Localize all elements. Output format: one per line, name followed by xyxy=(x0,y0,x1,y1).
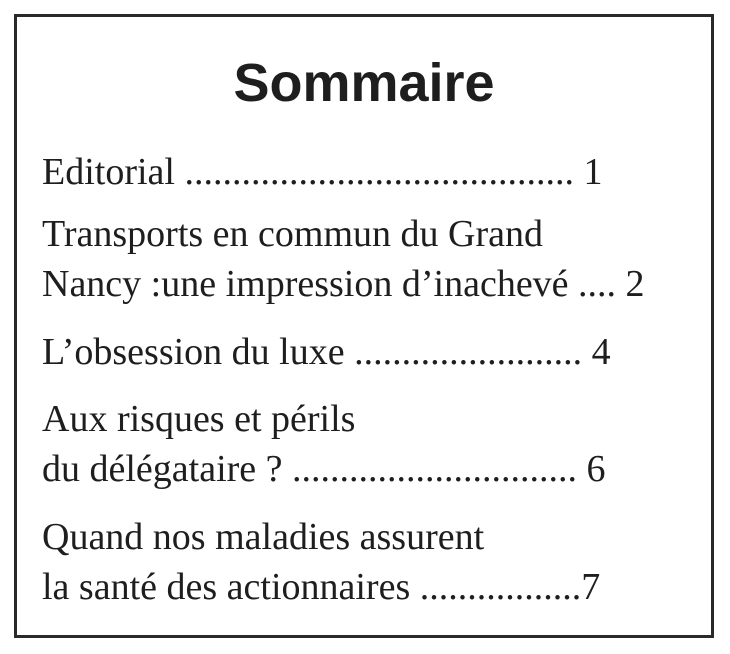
table-of-contents-box xyxy=(14,14,714,638)
toc-entry-list xyxy=(42,147,702,612)
toc-entry-transports xyxy=(42,209,702,327)
toc-entry-line: du délégataire ? .............................. 6 xyxy=(42,448,606,490)
toc-entry-luxe xyxy=(42,327,702,394)
toc-entry-delegataire xyxy=(42,394,702,512)
toc-title: Sommaire xyxy=(233,53,495,113)
toc-entry-line: L’obsession du luxe ........................ 4 xyxy=(42,331,611,373)
toc-entry-line: Quand nos maladies assurent xyxy=(42,516,485,558)
toc-entry-editorial xyxy=(42,147,702,209)
toc-entry-line: la santé des actionnaires .................7 xyxy=(42,566,601,608)
toc-entry-line: Nancy :une impression d’inachevé .... 2 xyxy=(42,263,645,305)
toc-entry-line: Transports en commun du Grand xyxy=(42,213,543,255)
toc-entry-line: Editorial ......................................... 1 xyxy=(42,151,603,193)
toc-entry-line: Aux risques et périls xyxy=(42,398,356,440)
toc-entry-maladies xyxy=(42,512,702,612)
